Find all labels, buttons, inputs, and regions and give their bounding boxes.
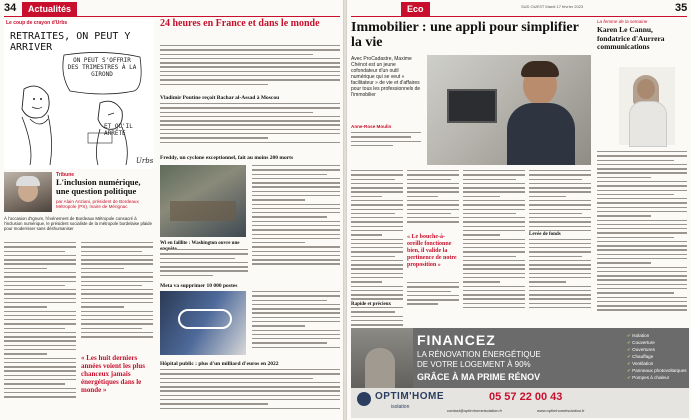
digest-story4-body <box>252 291 340 357</box>
digest-story2-body <box>252 165 340 277</box>
article-lead-extra <box>351 132 421 172</box>
article-subhead: Rapide et précieux <box>351 302 403 307</box>
cartoon-bubble-second: ON PEUT S'OFFRIR DES TRIMESTRES À LA GIROND <box>67 57 137 78</box>
ad-checklist-item <box>627 332 687 339</box>
publication-date: SUD OUEST Mardi 17 février 2023 <box>521 4 584 9</box>
ad-checklist-item <box>627 374 687 381</box>
ad-checklist-item <box>627 353 687 360</box>
article-subhead-2: Levée de fonds <box>529 232 591 237</box>
tribune-kicker: Tribune <box>56 172 75 178</box>
digest-story1-body <box>160 103 340 153</box>
check-icon: ✔ <box>627 354 633 359</box>
cartoon-signature: Urbs <box>136 157 154 165</box>
ad-checklist-item <box>627 346 687 353</box>
article-lead: Avec ProCadastre, Maxime Chénot est un jeune cofondateur d'un outil numérique qui se veut « facilitateur » de vie et d'affaires pour tous les professionnels de l'immobilier <box>351 56 421 98</box>
article-col2-top <box>407 170 459 230</box>
ad-phone[interactable]: 05 57 22 00 43 <box>489 391 563 403</box>
header-rule-right <box>351 16 687 17</box>
digest-story5-title: Hôpital public : plus d'un milliard d'euros en 2022 <box>160 361 279 367</box>
digest-story5-body <box>160 369 340 419</box>
ad-checklist-label: Pompes à chaleur <box>632 375 670 380</box>
check-icon: ✔ <box>627 347 633 352</box>
tribune-standfirst: À l'occasion d'Ignum, l'événement de Bordeaux Métropole consacré à l'inclusion numérique, le président socialiste de la métropole bordelaise plaide pour moderniser sans déshumaniser <box>4 216 152 231</box>
right-page <box>347 0 691 420</box>
ad-checklist-label: Panneaux photovoltaïques <box>632 368 687 373</box>
author-portrait <box>4 172 52 212</box>
digest-story3-title: Wi en faillite : Washington ouvre une <box>160 241 240 246</box>
ad-line4: GRÂCE À MA PRIME RÉNOV <box>417 372 541 382</box>
ad-checklist-label: Couverture <box>632 340 655 345</box>
ad-checklist-item <box>627 339 687 346</box>
ad-checklist-label: Chauffage <box>632 354 654 359</box>
header-rule <box>4 16 340 17</box>
cartoon-label: Le coup de crayon d'Urbs <box>6 20 68 26</box>
digest-title: 24 heures en France et dans le monde <box>160 18 320 29</box>
news-digest <box>160 19 340 419</box>
cartoon-panel <box>4 19 154 169</box>
right-header <box>351 2 687 16</box>
check-icon: ✔ <box>627 340 633 345</box>
digest-story-intro <box>160 45 340 93</box>
article-col2-mid <box>407 282 459 312</box>
sidebar-portrait <box>619 67 675 145</box>
ad-checklist <box>627 332 687 381</box>
ad-checklist-label: Isolation <box>632 333 650 338</box>
ad-checklist-item <box>627 360 687 367</box>
cyclone-photo <box>160 165 246 237</box>
article-pull-quote: « Le bouche-à-oreille fonctionne bien, il valide la pertinence de notre proposition » <box>407 234 457 268</box>
ad-brand-sub: isolation <box>391 404 410 410</box>
page-number-left: 34 <box>4 2 17 14</box>
digest-story2-title: Freddy, un cyclone exceptionnel, fait au moins 200 morts <box>160 155 294 161</box>
article-photo <box>427 55 591 165</box>
digest-story4-title: Meta va supprimer 10 000 postes <box>160 283 238 289</box>
section-badge-right: Eco <box>401 2 430 16</box>
tribune-body-col2 <box>81 242 153 350</box>
left-header <box>4 2 340 16</box>
cartoon-bubble-third: ET QU'IL ARRÊTE <box>104 123 133 137</box>
tribune-title: L'inclusion numérique, une question politique <box>56 177 141 196</box>
ad-line2: LA RÉNOVATION ÉNERGÉTIQUE <box>417 350 541 359</box>
cartoon-drawing <box>4 19 154 169</box>
sidebar-name: Karen Le Cannu, fondatrice d'Aurrera communications <box>597 25 665 51</box>
check-icon: ✔ <box>627 361 633 366</box>
article-col4 <box>529 170 591 320</box>
sidebar-woman-of-week <box>597 19 687 329</box>
digest-story3-body <box>160 249 248 281</box>
tribune-author: par Alain Anziani, président de Bordeaux Métropole (PS), maire de Mérignac <box>56 199 139 210</box>
ad-headline: FINANCEZ <box>417 332 496 348</box>
page-number-right: 35 <box>675 2 688 14</box>
meta-photo <box>160 291 246 355</box>
ad-brand: OPTIM'HOME <box>375 391 445 402</box>
ad-checklist-item <box>627 367 687 374</box>
tribune-pull-quote: « Les huit derniers années voient les plus chanceux jamais énergétiques dans le monde » <box>81 354 145 394</box>
article-byline: Anne-Rose Moulin <box>351 124 392 129</box>
check-icon: ✔ <box>627 375 633 380</box>
ad-checklist-label: Ouvertures <box>632 347 655 352</box>
ad-website[interactable]: www.optimhomeisolation.fr <box>537 408 585 413</box>
ad-footer <box>351 388 689 418</box>
sidebar-label: La femme de la semaine <box>597 19 648 24</box>
ad-email[interactable]: contact@optimhomeisolation.fr <box>447 408 502 413</box>
ad-logo-icon <box>357 392 371 406</box>
tribune-body-col1 <box>4 242 76 414</box>
sidebar-body <box>597 151 687 327</box>
check-icon: ✔ <box>627 368 633 373</box>
left-page <box>0 0 343 420</box>
section-badge-left: Actualités <box>22 2 77 16</box>
cartoon-bubble-main: RETRAITES, ON PEUT Y ARRIVER <box>10 31 131 53</box>
tribune-column <box>4 172 154 418</box>
article-title: Immobilier : une appli pour simplifier la vie <box>351 20 579 50</box>
check-icon: ✔ <box>627 333 633 338</box>
digest-story1-title: Vladimir Poutine reçoit Bachar al-Assad à Moscou <box>160 95 280 101</box>
advertisement[interactable] <box>351 328 689 418</box>
ad-line3: DE VOTRE LOGEMENT À 90% <box>417 360 531 369</box>
ad-checklist-label: Ventilation <box>632 361 654 366</box>
article-col3 <box>463 170 525 320</box>
